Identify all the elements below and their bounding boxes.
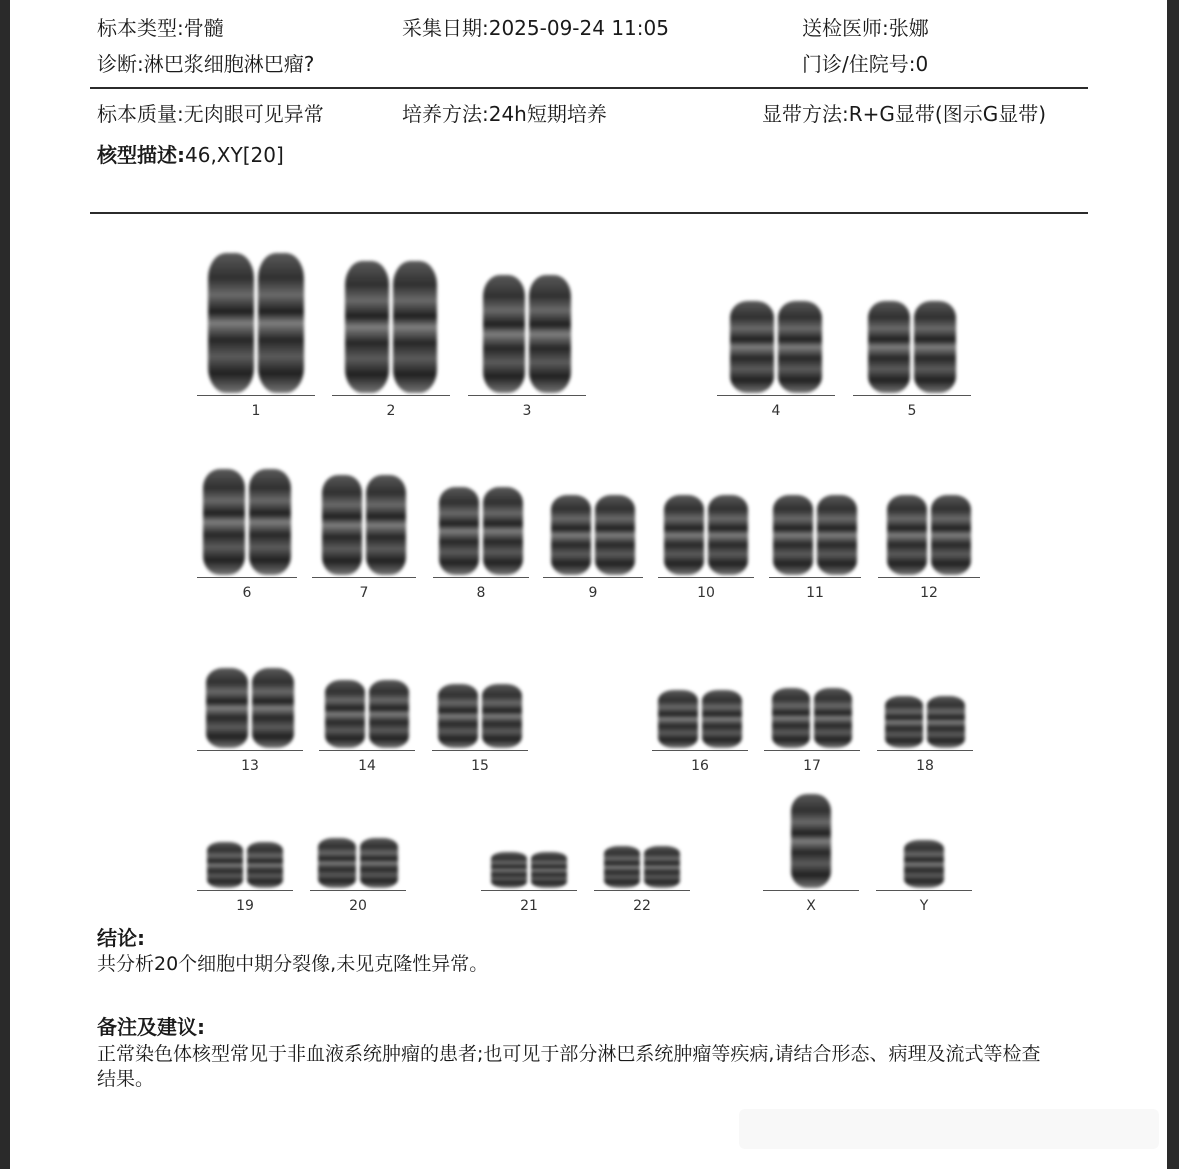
- chromosome-number-label: 14: [358, 758, 376, 774]
- chromosome-baseline: [332, 395, 450, 396]
- notes-text: 正常染色体核型常见于非血液系统肿瘤的患者;也可见于部分淋巴系统肿瘤等疾病,请结合形态、病理及流式等检查结果。: [97, 1043, 1041, 1090]
- conclusion-text: 共分析20个细胞中期分裂像,未见克隆性异常。: [97, 953, 489, 975]
- chromosome-baseline: [652, 750, 748, 751]
- chromosome-image: [772, 688, 810, 748]
- chromosome-baseline: [878, 577, 980, 578]
- chromosome-image: [369, 680, 409, 748]
- chromosome-baseline: [468, 395, 586, 396]
- karyotype-label: 核型描述:: [97, 143, 185, 167]
- banding-method: 显带方法:R+G显带(图示G显带): [762, 102, 1046, 126]
- chromosome-image: [325, 680, 365, 748]
- chromosome-number-label: 17: [803, 758, 821, 774]
- collect-date: 采集日期:2025-09-24 11:05: [402, 16, 669, 40]
- chromosome-image: [438, 684, 478, 748]
- chromosome-baseline: [197, 890, 293, 891]
- chromosome-number-label: 18: [916, 758, 934, 774]
- chromosome-number-label: 22: [633, 898, 651, 914]
- chromosome-baseline: [319, 750, 415, 751]
- chromosome-image: [439, 487, 479, 575]
- chromosome-number-label: 11: [806, 585, 824, 601]
- chromosome-image: [604, 846, 640, 888]
- chromosome-image: [927, 696, 965, 748]
- chromosome-image: [483, 487, 523, 575]
- chromosome-number-label: 4: [771, 403, 781, 419]
- chromosome-number-label: 15: [471, 758, 489, 774]
- chromosome-image: [483, 275, 525, 393]
- chromosome-number-label: 5: [907, 403, 917, 419]
- chromosome-image: [730, 301, 774, 393]
- chromosome-baseline: [658, 577, 754, 578]
- chromosome-number-label: 1: [251, 403, 261, 419]
- culture-method: 培养方法:24h短期培养: [402, 102, 607, 126]
- chromosome-baseline: [764, 750, 860, 751]
- chromosome-image: [868, 301, 910, 393]
- chromosome-image: [247, 842, 283, 888]
- patient-number: 门诊/住院号:0: [802, 52, 929, 76]
- specimen-type: 标本类型:骨髓: [97, 16, 224, 40]
- chromosome-baseline: [543, 577, 643, 578]
- chromosome-image: [914, 301, 956, 393]
- chromosome-number-label: Y: [919, 898, 929, 914]
- chromosome-baseline: [594, 890, 690, 891]
- notes-label: 备注及建议:: [97, 1015, 205, 1039]
- chromosome-baseline: [197, 750, 303, 751]
- chromosome-image: [258, 253, 304, 393]
- chromosome-image: [206, 668, 248, 748]
- chromosome-baseline: [763, 890, 859, 891]
- chromosome-number-label: 7: [359, 585, 369, 601]
- chromosome-image: [702, 690, 742, 748]
- chromosome-image: [529, 275, 571, 393]
- chromosome-image: [345, 261, 389, 393]
- chromosome-baseline: [481, 890, 577, 891]
- chromosome-baseline: [877, 750, 973, 751]
- chromosome-image: [393, 261, 437, 393]
- chromosome-baseline: [853, 395, 971, 396]
- chromosome-image: [595, 495, 635, 575]
- chromosome-number-label: 12: [920, 585, 938, 601]
- chromosome-image: [644, 846, 680, 888]
- conclusion-label: 结论:: [97, 926, 145, 950]
- chromosome-image: [551, 495, 591, 575]
- chromosome-image: [931, 495, 971, 575]
- chromosome-baseline: [310, 890, 406, 891]
- chromosome-number-label: 8: [476, 585, 486, 601]
- chromosome-baseline: [197, 395, 315, 396]
- chromosome-number-label: 3: [522, 403, 532, 419]
- chromosome-image: [887, 495, 927, 575]
- chromosome-image: [318, 838, 356, 888]
- karyotype-value: 46,XY[20]: [185, 143, 284, 167]
- faint-watermark: [739, 1109, 1159, 1149]
- chromosome-baseline: [197, 577, 297, 578]
- chromosome-image: [814, 688, 852, 748]
- chromosome-image: [360, 838, 398, 888]
- chromosome-baseline: [312, 577, 416, 578]
- chromosome-image: [366, 475, 406, 575]
- chromosome-number-label: 19: [236, 898, 254, 914]
- chromosome-image: [791, 794, 831, 888]
- chromosome-image: [249, 469, 291, 575]
- chromosome-image: [252, 668, 294, 748]
- chromosome-image: [664, 495, 704, 575]
- chromosome-number-label: 2: [386, 403, 396, 419]
- chromosome-image: [208, 253, 254, 393]
- chromosome-image: [531, 852, 567, 888]
- chromosome-image: [885, 696, 923, 748]
- chromosome-image: [491, 852, 527, 888]
- chromosome-image: [773, 495, 813, 575]
- chromosome-baseline: [433, 577, 529, 578]
- chromosome-image: [482, 684, 522, 748]
- chromosome-number-label: X: [806, 898, 816, 914]
- chromosome-baseline: [717, 395, 835, 396]
- diagnosis: 诊断:淋巴浆细胞淋巴瘤?: [97, 52, 315, 76]
- chromosome-image: [207, 842, 243, 888]
- chromosome-number-label: 6: [242, 585, 252, 601]
- chromosome-number-label: 21: [520, 898, 538, 914]
- chromosome-baseline: [432, 750, 528, 751]
- chromosome-image: [658, 690, 698, 748]
- specimen-quality: 标本质量:无肉眼可见异常: [97, 102, 324, 126]
- chromosome-number-label: 9: [588, 585, 598, 601]
- chromosome-image: [708, 495, 748, 575]
- chromosome-image: [778, 301, 822, 393]
- chromosome-number-label: 10: [697, 585, 715, 601]
- chromosome-number-label: 20: [349, 898, 367, 914]
- chromosome-number-label: 13: [241, 758, 259, 774]
- doctor: 送检医师:张娜: [802, 16, 929, 40]
- chromosome-image: [322, 475, 362, 575]
- chromosome-baseline: [876, 890, 972, 891]
- chromosome-image: [904, 840, 944, 888]
- chromosome-image: [203, 469, 245, 575]
- chromosome-image: [817, 495, 857, 575]
- chromosome-baseline: [769, 577, 861, 578]
- chromosome-number-label: 16: [691, 758, 709, 774]
